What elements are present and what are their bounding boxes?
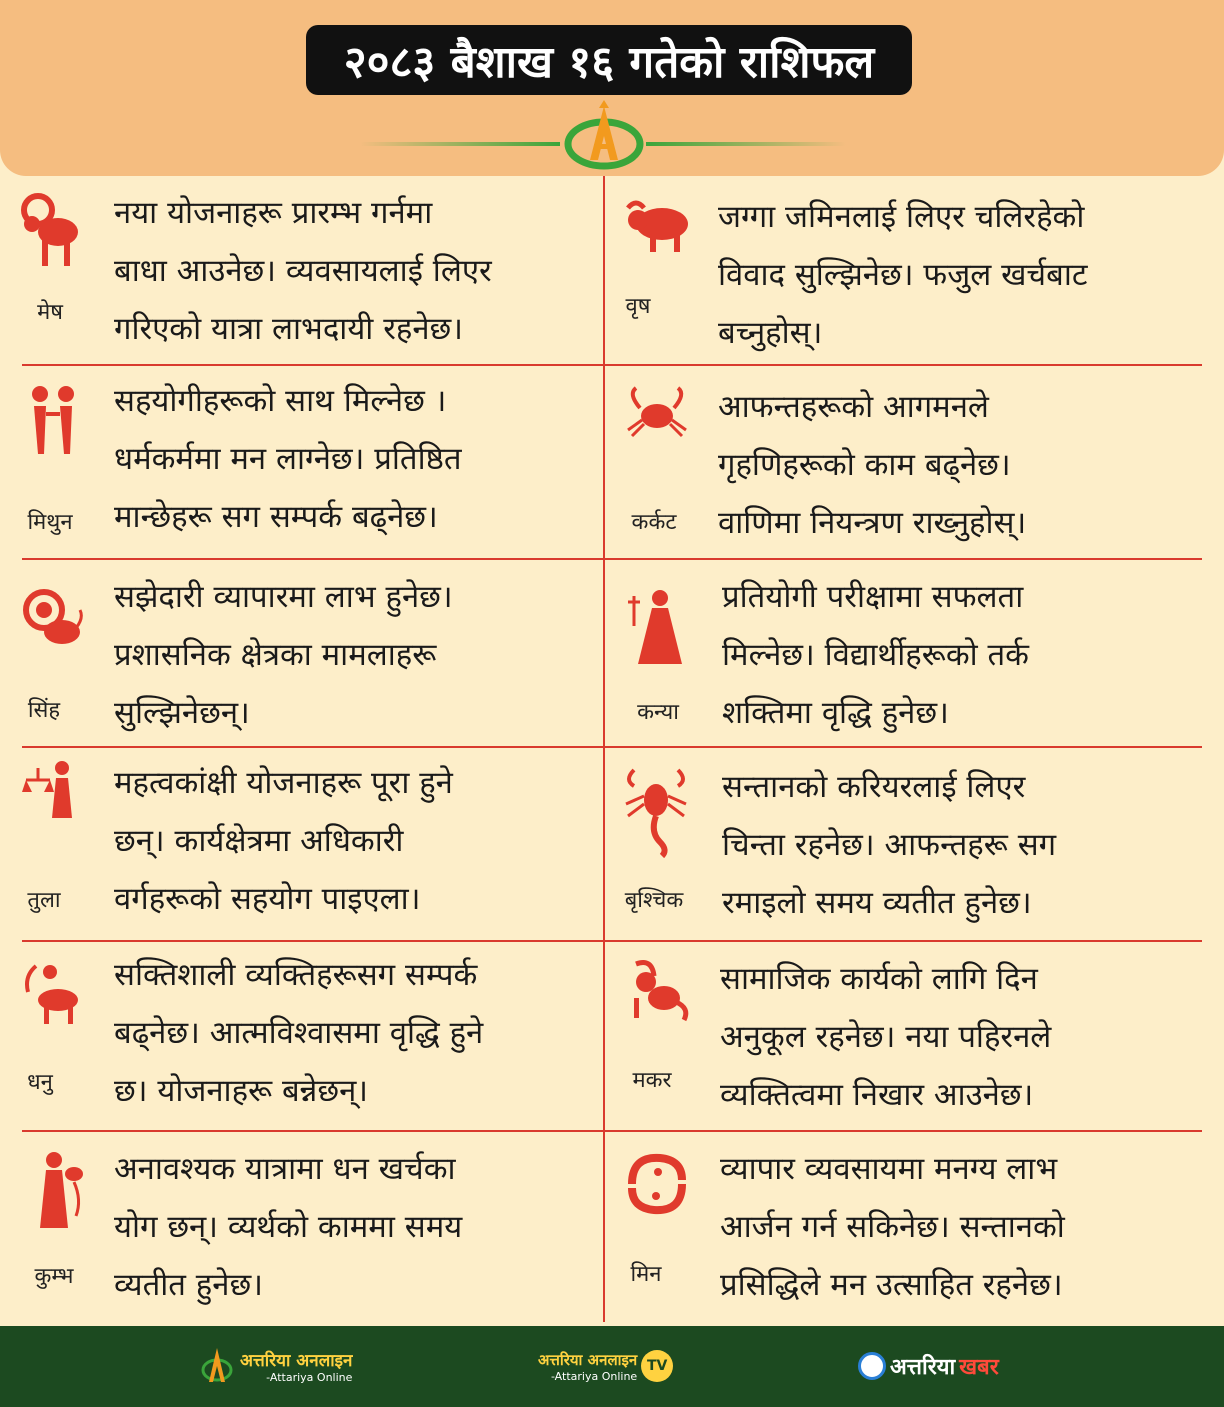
grid-divider-4 — [22, 940, 1202, 942]
capricorn-goat-icon — [624, 958, 692, 1022]
sign-name: मिन — [630, 1262, 662, 1287]
sign-name: तुला — [27, 888, 61, 913]
sign-name: वृष — [625, 294, 651, 319]
horoscope-text: सझेदारी व्यापारमा लाभ हुनेछ। प्रशासनिक क्षेत्रका मामलाहरू सुल्झिनेछन्। — [114, 579, 453, 731]
horoscope-text: सामाजिक कार्यको लागि दिन अनुकूल रहनेछ। नया पहिरनले व्यक्तित्वमा निखार आउनेछ। — [720, 961, 1052, 1113]
pisces-fish-icon — [622, 1150, 692, 1218]
footer-bar — [0, 1326, 1224, 1407]
sign-name: कर्कट — [631, 510, 677, 535]
sign-name: कन्या — [637, 700, 679, 725]
sign-name: धनु — [27, 1070, 53, 1095]
virgo-maiden-icon — [624, 586, 688, 666]
footer-brand-khabar-a: अत्तरिया — [890, 1355, 956, 1380]
sign-name: कुम्भ — [34, 1264, 74, 1289]
sign-name: मेष — [37, 300, 63, 325]
horoscope-text: प्रतियोगी परीक्षामा सफलता मिल्नेछ। विद्यार्थीहरूको तर्क शक्तिमा वृद्धि हुनेछ। — [722, 579, 1029, 731]
footer-brand-tv-text: अत्तरिया अनलाइन — [538, 1350, 638, 1369]
sign-name: मिथुन — [27, 510, 73, 535]
gemini-twins-icon — [24, 384, 82, 456]
sign-name: बृश्चिक — [624, 888, 684, 913]
horoscope-text: आफन्तहरूको आगमनले गृहणिहरूको काम बढ्नेछ। वाणिमा नियन्त्रण राख्नुहोस्। — [718, 389, 1027, 541]
page-title: २०८३ बैशाख १६ गतेको राशिफल — [306, 25, 912, 95]
footer-brand-khabar[interactable] — [858, 1340, 999, 1392]
footer-brand-tv-sub: -Attariya Online — [550, 1369, 638, 1383]
grid-divider-5 — [22, 1130, 1202, 1132]
horoscope-text: महत्वकांक्षी योजनाहरू पूरा हुने छन्। कार्यक्षेत्रमा अधिकारी वर्गहरूको सहयोग पाइएला। — [114, 765, 453, 917]
horoscope-text: नया योजनाहरू प्रारम्भ गर्नमा बाधा आउनेछ। व्यवसायलाई लिएर गरिएको यात्रा लाभदायी रहनेछ। — [114, 195, 492, 347]
footer-brand-khabar-b: खबर — [959, 1355, 999, 1380]
horoscope-text: सन्तानको करियरलाई लिएर चिन्ता रहनेछ। आफन्तहरू सग रमाइलो समय व्यतीत हुनेछ। — [722, 769, 1057, 921]
libra-scales-icon — [22, 760, 82, 820]
footer-brand-online-sub: -Attariya Online — [266, 1371, 353, 1384]
aries-ram-icon — [20, 192, 82, 270]
grid-divider-1 — [22, 364, 1202, 366]
header-rule-left — [360, 142, 560, 146]
footer-brand-tv[interactable] — [538, 1340, 673, 1392]
attariya-logo-icon — [562, 100, 646, 174]
horoscope-text: व्यापार व्यवसायमा मनग्य लाभ आर्जन गर्न सकिनेछ। सन्तानको प्रसिद्धिले मन उत्साहित रहनेछ। — [720, 1151, 1065, 1303]
grid-divider-2 — [22, 558, 1202, 560]
header-rule-right — [646, 142, 846, 146]
sagittarius-archer-icon — [22, 962, 90, 1026]
header-banner — [0, 0, 1224, 176]
grid-divider-vertical — [603, 176, 605, 1322]
sign-name: मकर — [632, 1068, 672, 1093]
horoscope-text: सक्तिशाली व्यक्तिहरूसग सम्पर्क बढ्नेछ। आत्मविश्वासमा वृद्धि हुने छ। योजनाहरू बन्नेछन्। — [114, 957, 484, 1109]
attariya-logo-small-icon — [200, 1344, 234, 1388]
horoscope-text: सहयोगीहरूको साथ मिल्नेछ । धर्मकर्ममा मन लाग्नेछ। प्रतिष्ठित मान्छेहरू सग सम्पर्क बढ्नेछ। — [114, 383, 462, 535]
footer-brand-online-text: अत्तरिया अनलाइन — [240, 1351, 353, 1371]
cancer-crab-icon — [622, 384, 692, 440]
footer-brand-online[interactable] — [200, 1340, 352, 1392]
sign-name: सिंह — [27, 698, 61, 723]
taurus-bull-icon — [622, 196, 692, 254]
tv-badge-icon: TV — [641, 1350, 673, 1382]
grid-divider-3 — [22, 746, 1202, 748]
horoscope-text: अनावश्यक यात्रामा धन खर्चका योग छन्। व्यर्थको काममा समय व्यतीत हुनेछ। — [114, 1151, 463, 1303]
leo-lion-icon — [20, 588, 84, 650]
khabar-logo-icon — [858, 1352, 886, 1380]
scorpio-scorpion-icon — [620, 760, 692, 858]
horoscope-text: जग्गा जमिनलाई लिएर चलिरहेको विवाद सुल्झिनेछ। फजुल खर्चबाट बच्नुहोस्। — [718, 199, 1088, 351]
aquarius-water-bearer-icon — [24, 1150, 86, 1230]
